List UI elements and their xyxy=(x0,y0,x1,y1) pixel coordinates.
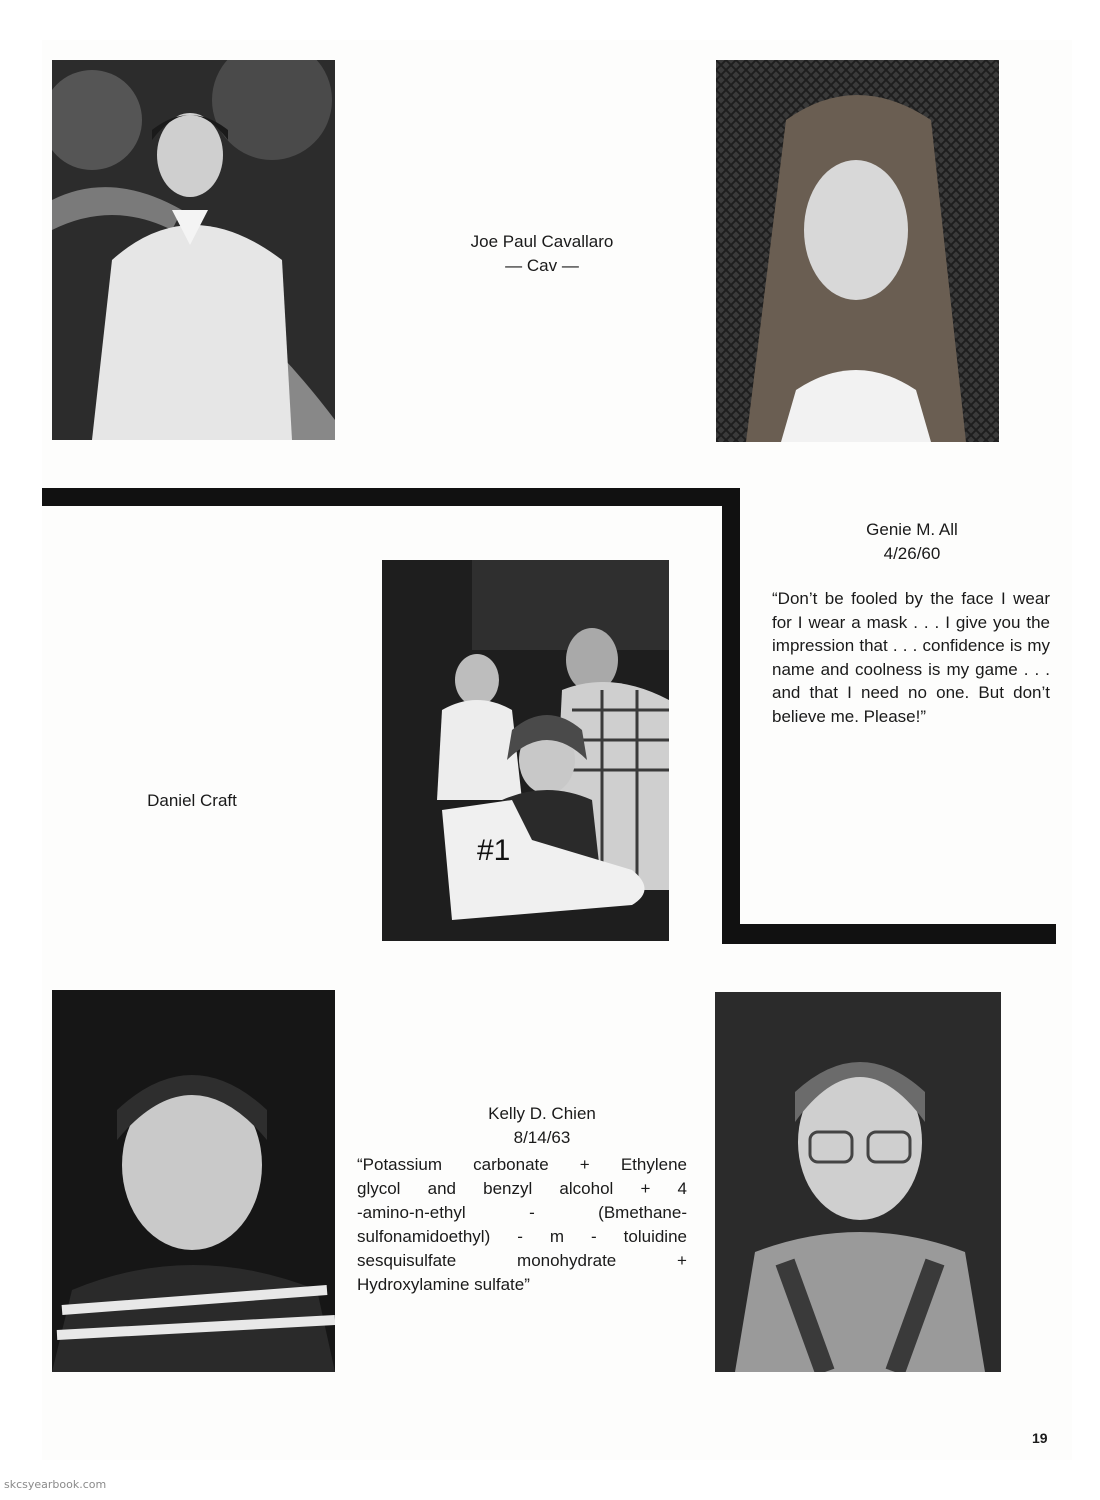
student-name-cavallaro: Joe Paul Cavallaro xyxy=(470,232,614,251)
student-name-chien: Kelly D. Chien xyxy=(488,1104,596,1123)
svg-text:#1: #1 xyxy=(477,834,511,867)
quote-line: sesquisulfate monohydrate + xyxy=(357,1251,687,1270)
quote-chien xyxy=(357,1153,687,1297)
student-nickname-cavallaro: — Cav — xyxy=(505,256,579,275)
frame-bar-vertical xyxy=(722,488,740,944)
caption-all xyxy=(772,518,1052,566)
student-date-all: 4/26/60 xyxy=(883,544,941,563)
quote-line: -amino-n-ethyl - (Bmethane- xyxy=(357,1203,687,1222)
portrait-photo-chien xyxy=(715,992,1001,1372)
quote-line: sulfonamidoethyl) - m - toluidine xyxy=(357,1227,687,1246)
student-name-craft: Daniel Craft xyxy=(147,791,237,810)
page-number: 19 xyxy=(1032,1430,1048,1446)
quote-line: glycol and benzyl alcohol + 4 xyxy=(357,1179,687,1198)
portrait-photo-all xyxy=(716,60,999,442)
student-name-all: Genie M. All xyxy=(866,520,958,539)
candid-photo-craft xyxy=(382,560,669,941)
caption-cavallaro xyxy=(362,230,722,278)
caption-chien xyxy=(372,1102,712,1150)
portrait-photo-cavallaro xyxy=(52,60,335,440)
quote-line: “Potassium carbonate + Ethylene xyxy=(357,1155,687,1174)
watermark-text: skcsyearbook.com xyxy=(4,1478,107,1491)
yearbook-page xyxy=(42,40,1072,1460)
caption-craft xyxy=(102,789,282,813)
portrait-photo-craft xyxy=(52,990,335,1372)
student-date-chien: 8/14/63 xyxy=(513,1128,571,1147)
quote-all: “Don’t be fooled by the face I wear for I wear a mask . . . I give you the impression that . . . confidence is my name and coolness is my game . . . and that I need no one. But don’t believe me. Please!” xyxy=(772,589,1050,726)
frame-bar-bottom xyxy=(722,924,1056,944)
frame-bar-top xyxy=(42,488,740,506)
quote-line: Hydroxylamine sulfate” xyxy=(357,1275,530,1294)
